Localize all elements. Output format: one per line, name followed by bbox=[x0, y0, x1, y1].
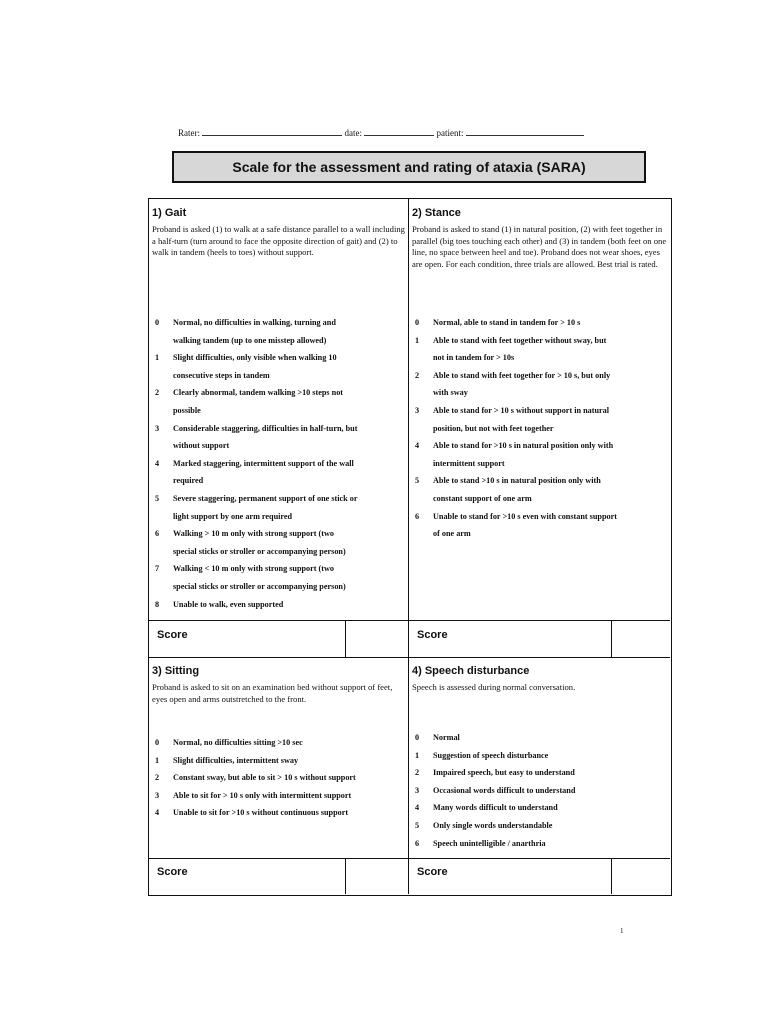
sara-table bbox=[148, 198, 672, 896]
speech-score-field[interactable] bbox=[613, 860, 669, 893]
score-box-divider-2 bbox=[611, 620, 612, 657]
item-score: 6 bbox=[415, 838, 420, 848]
item-text: position, but not with feet together bbox=[433, 423, 554, 433]
scale-item bbox=[409, 472, 671, 507]
score-box-divider-1 bbox=[345, 620, 346, 657]
item-score: 3 bbox=[415, 405, 420, 415]
item-text: Normal, no difficulties sitting >10 sec bbox=[173, 738, 303, 747]
item-score: 0 bbox=[155, 318, 160, 327]
score-box-divider-4 bbox=[611, 858, 612, 894]
item-score: 4 bbox=[155, 808, 160, 818]
scale-item bbox=[409, 332, 671, 367]
scale-item bbox=[409, 402, 671, 437]
gait-items bbox=[149, 314, 411, 613]
item-text: Able to stand for > 10 s without support in natural bbox=[433, 405, 610, 415]
date-label: date: bbox=[344, 128, 362, 138]
item-score: 5 bbox=[415, 476, 420, 486]
section-heading: 3) Sitting bbox=[152, 665, 200, 677]
item-text: Able to stand for >10 s in natural position only with bbox=[433, 441, 614, 451]
page-number: 1 bbox=[620, 927, 624, 935]
item-score: 8 bbox=[155, 599, 160, 609]
sitting-items bbox=[149, 734, 411, 822]
item-text: Able to stand with feet together for > 10 s, but only bbox=[433, 370, 611, 380]
scale-item bbox=[409, 817, 671, 835]
score-label: Score bbox=[417, 629, 448, 641]
item-score: 1 bbox=[155, 353, 160, 363]
scale-item bbox=[149, 455, 411, 490]
item-score: 1 bbox=[415, 750, 420, 760]
scale-item bbox=[149, 490, 411, 525]
item-text: walking tandem (up to one misstep allowed) bbox=[173, 335, 327, 345]
item-score: 3 bbox=[155, 423, 160, 433]
item-text: Clearly abnormal, tandem walking >10 steps not bbox=[173, 388, 344, 398]
item-text: Unable to sit for >10 s without continuous support bbox=[173, 808, 349, 818]
score-box-divider-3 bbox=[345, 858, 346, 894]
item-text: Many words difficult to understand bbox=[433, 803, 558, 813]
scale-item bbox=[149, 787, 411, 805]
item-score: 7 bbox=[155, 564, 160, 574]
score-label: Score bbox=[157, 866, 188, 878]
scale-item bbox=[409, 729, 671, 747]
stance-items bbox=[409, 314, 671, 543]
item-score: 0 bbox=[415, 733, 420, 742]
section-heading: 1) Gait bbox=[152, 207, 187, 219]
section-description: Proband is asked to stand (1) in natural position, (2) with feet together in parallel (big toes touching each other) and (3) in tandem (both feet on one line, no space between heel and toe). Proband does not wear shoes, eyes are open. For each condition, three trials are allowed. Best trial is rated. bbox=[412, 224, 667, 269]
item-score: 5 bbox=[155, 493, 160, 503]
item-text: Only single words understandable bbox=[433, 820, 553, 830]
item-text: without support bbox=[173, 441, 230, 451]
item-score: 0 bbox=[155, 738, 160, 747]
scale-item bbox=[149, 560, 411, 595]
section-speech bbox=[409, 660, 671, 694]
scale-item bbox=[409, 799, 671, 817]
item-text: constant support of one arm bbox=[433, 493, 532, 503]
scale-item bbox=[409, 782, 671, 800]
section-description: Proband is asked to sit on an examination bed without support of feet, eyes open and arms outstretched to the front. bbox=[152, 682, 393, 704]
item-text: of one arm bbox=[433, 529, 471, 539]
item-text: Occasional words difficult to understand bbox=[433, 785, 576, 795]
scale-item bbox=[149, 769, 411, 787]
item-score: 4 bbox=[155, 458, 160, 468]
item-text: intermittent support bbox=[433, 458, 505, 468]
item-score: 3 bbox=[155, 790, 160, 800]
item-score: 1 bbox=[155, 755, 160, 765]
item-text: Speech unintelligible / anarthria bbox=[433, 838, 546, 848]
page-title-text: Scale for the assessment and rating of ataxia (SARA) bbox=[232, 159, 586, 175]
scale-item bbox=[149, 349, 411, 384]
item-text: Able to stand >10 s in natural position only with bbox=[433, 476, 601, 486]
sitting-score-field[interactable] bbox=[347, 860, 407, 893]
speech-items bbox=[409, 729, 671, 852]
scale-item bbox=[409, 764, 671, 782]
item-text: Slight difficulties, intermittent sway bbox=[173, 755, 299, 765]
item-text: with sway bbox=[433, 388, 468, 398]
item-score: 4 bbox=[415, 441, 420, 451]
item-text: Impaired speech, but easy to understand bbox=[433, 768, 575, 778]
scale-item bbox=[149, 752, 411, 770]
scale-item bbox=[149, 384, 411, 419]
scale-item bbox=[149, 525, 411, 560]
item-text: special sticks or stroller or accompanying person) bbox=[173, 546, 346, 556]
header-fields bbox=[178, 127, 598, 138]
scale-item bbox=[409, 508, 671, 543]
item-text: consecutive steps in tandem bbox=[173, 370, 270, 380]
section-gait bbox=[149, 202, 408, 259]
item-text: required bbox=[173, 476, 204, 486]
item-text: Severe staggering, permanent support of one stick or bbox=[173, 493, 358, 503]
item-text: light support by one arm required bbox=[173, 511, 293, 521]
section-stance bbox=[409, 202, 671, 270]
row-divider-score1-bottom bbox=[149, 657, 670, 658]
item-score: 4 bbox=[415, 803, 420, 813]
scale-item bbox=[149, 420, 411, 455]
patient-field[interactable] bbox=[466, 127, 584, 136]
section-description: Speech is assessed during normal conversation. bbox=[412, 682, 576, 692]
item-text: Walking < 10 m only with strong support (two bbox=[173, 564, 335, 574]
item-score: 6 bbox=[155, 529, 160, 539]
item-score: 6 bbox=[415, 511, 420, 521]
gait-score-field[interactable] bbox=[347, 622, 407, 656]
item-text: Unable to walk, even supported bbox=[173, 599, 284, 609]
section-sitting bbox=[149, 660, 408, 705]
item-text: Normal bbox=[433, 733, 460, 742]
item-score: 1 bbox=[415, 335, 420, 345]
item-text: Able to stand with feet together without sway, but bbox=[433, 335, 607, 345]
item-score: 2 bbox=[415, 370, 420, 380]
item-text: Considerable staggering, difficulties in half-turn, but bbox=[173, 423, 358, 433]
item-text: possible bbox=[173, 405, 201, 415]
row-divider-score2-top bbox=[149, 858, 670, 859]
rater-label: Rater: bbox=[178, 128, 200, 138]
section-heading: 4) Speech disturbance bbox=[412, 665, 530, 677]
item-text: not in tandem for > 10s bbox=[433, 353, 515, 363]
rater-field[interactable] bbox=[202, 127, 342, 136]
item-score: 0 bbox=[415, 318, 420, 327]
scale-item bbox=[149, 804, 411, 822]
section-heading: 2) Stance bbox=[412, 207, 461, 219]
item-score: 2 bbox=[155, 773, 160, 783]
score-label: Score bbox=[417, 866, 448, 878]
scale-item bbox=[149, 596, 411, 614]
item-score: 3 bbox=[415, 785, 420, 795]
scale-item bbox=[409, 747, 671, 765]
stance-score-field[interactable] bbox=[613, 622, 669, 656]
item-text: Unable to stand for >10 s even with constant support bbox=[433, 511, 617, 521]
item-text: Able to sit for > 10 s only with intermittent support bbox=[173, 790, 352, 800]
item-text: Suggestion of speech disturbance bbox=[433, 750, 549, 760]
scale-item bbox=[149, 734, 411, 752]
item-score: 2 bbox=[155, 388, 160, 398]
item-text: Normal, able to stand in tandem for > 10 s bbox=[433, 318, 581, 327]
scale-item bbox=[409, 437, 671, 472]
row-divider-score1-top bbox=[149, 620, 670, 621]
item-text: Walking > 10 m only with strong support (two bbox=[173, 529, 335, 539]
page-title bbox=[172, 151, 646, 183]
item-text: Normal, no difficulties in walking, turning and bbox=[173, 318, 336, 327]
scale-item bbox=[409, 835, 671, 853]
item-text: Marked staggering, intermittent support of the wall bbox=[173, 458, 354, 468]
item-score: 2 bbox=[415, 768, 420, 778]
scale-item bbox=[149, 314, 411, 349]
item-text: Slight difficulties, only visible when walking 10 bbox=[173, 353, 337, 363]
item-text: Constant sway, but able to sit > 10 s without support bbox=[173, 773, 356, 783]
item-score: 5 bbox=[415, 820, 420, 830]
score-label: Score bbox=[157, 629, 188, 641]
scale-item bbox=[409, 314, 671, 332]
scale-item bbox=[409, 367, 671, 402]
section-description: Proband is asked (1) to walk at a safe distance parallel to a wall including a half-turn (turn around to face the opposite direction of gait) and (2) to walk in tandem (heels to toes) without support. bbox=[152, 224, 405, 258]
date-field[interactable] bbox=[364, 127, 434, 136]
item-text: special sticks or stroller or accompanying person) bbox=[173, 581, 346, 591]
patient-label: patient: bbox=[436, 128, 464, 138]
